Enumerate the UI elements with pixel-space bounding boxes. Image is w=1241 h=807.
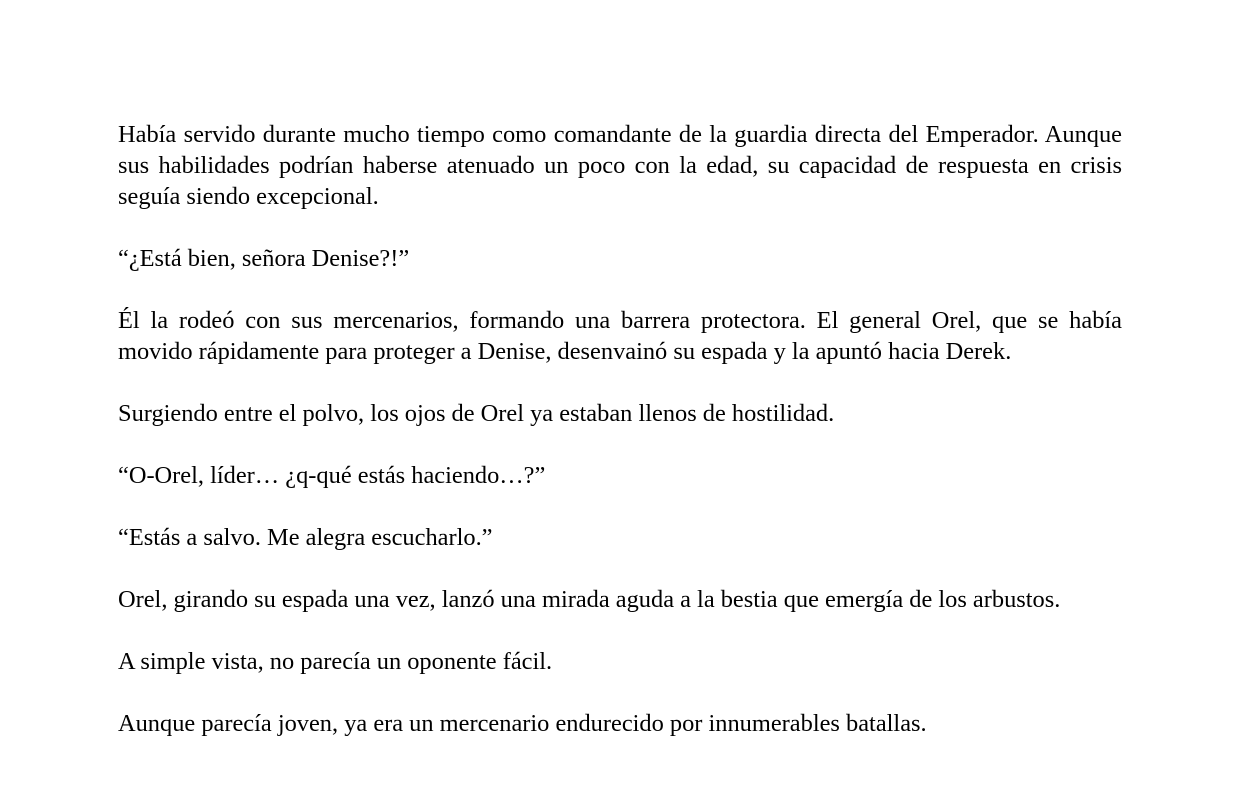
document-page [118,119,1122,770]
paragraph-6: “Estás a salvo. Me alegra escucharlo.” [118,524,493,551]
paragraph-7: Orel, girando su espada una vez, lanzó una mirada aguda a la bestia que emergía de los arbustos. [118,586,1061,613]
paragraph-8: A simple vista, no parecía un oponente fácil. [118,648,553,675]
paragraph-2: “¿Está bien, señora Denise?!” [118,245,410,272]
paragraph-9: Aunque parecía joven, ya era un mercenario endurecido por innumerables batallas. [118,710,927,737]
paragraph-3: Él la rodeó con sus mercenarios, formando una barrera protectora. El general Orel, que se había movido rápidamente para proteger a Denise, desenvainó su espada y la apuntó hacia Derek. [118,307,1122,365]
paragraph-1: Había servido durante mucho tiempo como comandante de la guardia directa del Emperador. Aunque sus habilidades podrían haberse atenuado un poco con la edad, su capacidad de respuesta en crisis seguía siendo excepcional. [118,121,1122,210]
paragraph-5: “O-Orel, líder… ¿q-qué estás haciendo…?” [118,462,546,489]
paragraph-4: Surgiendo entre el polvo, los ojos de Orel ya estaban llenos de hostilidad. [118,400,835,427]
